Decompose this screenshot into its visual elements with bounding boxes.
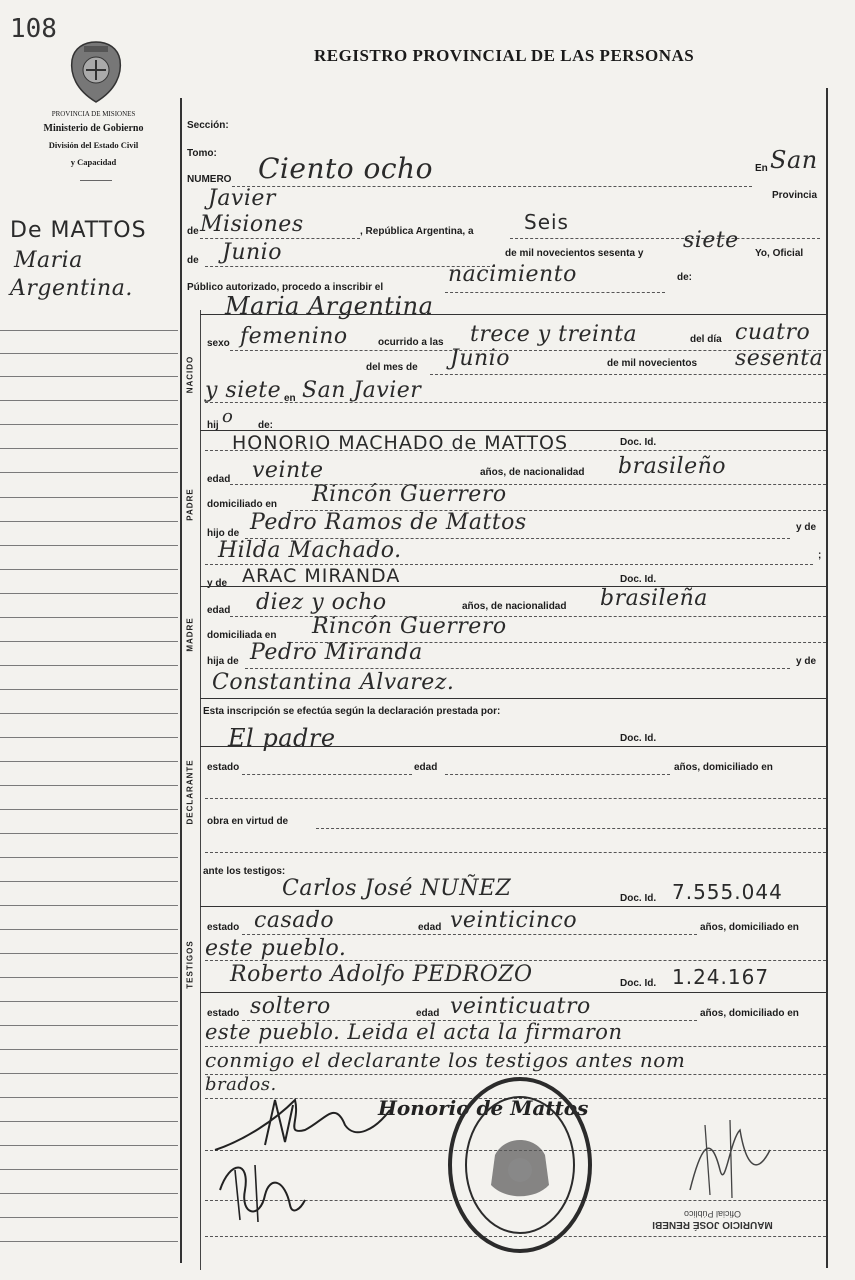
declarante-value: El padre <box>228 724 336 752</box>
testigo2-dom-label: años, domiciliado en <box>700 1008 799 1019</box>
en-label: En <box>755 163 768 174</box>
official-stamp-seal <box>445 1075 595 1255</box>
cierre-line-3: brados. <box>205 1074 277 1095</box>
madre-hija-de-value: Pedro Miranda <box>250 640 423 665</box>
padre-y-de-value: Hilda Machado. <box>218 538 402 563</box>
madre-side-label: MADRE <box>185 617 195 652</box>
testigo1-estado-label: estado <box>207 922 240 933</box>
testigo2-doc-label: Doc. Id. <box>620 978 657 989</box>
mil-nov-label: de mil novecientos <box>607 358 698 369</box>
madre-nombre-value: ARAC MIRANDA <box>242 565 401 587</box>
padre-nac-label: años, de nacionalidad <box>480 467 585 478</box>
padre-edad-value: veinte <box>252 458 324 483</box>
madre-nac-label: años, de nacionalidad <box>462 601 567 612</box>
en2-label: en <box>284 393 296 404</box>
de3-label: de: <box>258 420 273 431</box>
declarante-side-label: DECLARANTE <box>185 759 195 825</box>
cierre-line-1: este pueblo. Leida el acta la firmaron <box>205 1020 623 1044</box>
padre-y-de-label: y de <box>796 522 817 533</box>
mes-value: Junio <box>222 240 282 265</box>
testigo2-estado-value: soltero <box>250 994 331 1019</box>
testigo1-doc-label: Doc. Id. <box>620 893 657 904</box>
anio-nac-2-value: y siete <box>205 378 282 403</box>
testigo2-nombre-value: Roberto Adolfo PEDROZO <box>230 962 533 987</box>
right-border <box>826 88 828 1268</box>
provincia-label: Provincia <box>772 190 818 201</box>
en-value: San <box>770 146 818 174</box>
province-name: PROVINCIA DE MISIONES <box>51 110 136 118</box>
testigo1-dom-value: este pueblo. <box>205 936 347 961</box>
padre-hijo-de-label: hijo de <box>207 528 240 539</box>
nombre-value: Maria Argentina <box>225 292 434 320</box>
anio-value: siete <box>683 228 739 253</box>
margin-name-2: Argentina. <box>10 276 133 301</box>
de-colon-label: de: <box>677 272 692 283</box>
madre-edad-label: edad <box>207 605 231 616</box>
republica-label: , República Argentina, a <box>360 226 474 237</box>
margin-name-1: Maria <box>14 248 83 273</box>
document-title: REGISTRO PROVINCIAL DE LAS PERSONAS <box>314 46 695 65</box>
acto-value: nacimiento <box>448 262 577 287</box>
section-inner-border <box>200 310 201 1270</box>
padre-hijo-de-value: Pedro Ramos de Mattos <box>250 510 527 535</box>
division-line-2: y Capacidad <box>70 157 117 167</box>
testigo1-nombre-value: Carlos José NUÑEZ <box>282 876 512 901</box>
signature-scribble-2 <box>210 1150 310 1230</box>
hijo-suffix-value: o <box>222 406 234 427</box>
dia-nac-value: cuatro <box>735 320 811 345</box>
declaracion-label: Esta inscripción se efectúa según la declaración prestada por: <box>203 706 501 717</box>
ministry-name: Ministerio de Gobierno <box>43 123 144 134</box>
obra-label: obra en virtud de <box>207 816 289 827</box>
father-signature: Honorio de Mattos <box>378 1096 589 1120</box>
padre-dom-value: Rincón Guerrero <box>312 482 507 507</box>
del-mes-label: del mes de <box>366 362 418 373</box>
madre-y-de-value: Constantina Alvarez. <box>212 670 455 695</box>
publico-label: Público autorizado, procedo a inscribir el <box>187 282 384 293</box>
lugar-nac-value: San Javier <box>302 378 422 403</box>
nacido-side-label: NACIDO <box>185 355 195 394</box>
de-label: de <box>187 226 199 237</box>
madre-y-de2-label: y de <box>796 656 817 667</box>
testigo2-edad-label: edad <box>416 1008 440 1019</box>
anio-nac-1-value: sesenta <box>735 346 824 371</box>
seccion-label: Sección: <box>187 120 229 131</box>
testigo2-doc-value: 1.24.167 <box>672 965 770 989</box>
yo-oficial-label: Yo, Oficial <box>755 248 804 259</box>
de2-label: de <box>187 255 199 266</box>
declarante-doc-label: Doc. Id. <box>620 733 657 744</box>
dia-letras-value: Seis <box>524 210 569 234</box>
padre-edad-label: edad <box>207 474 231 485</box>
testigo2-edad-value: veinticuatro <box>450 994 591 1019</box>
tomo-label: Tomo: <box>187 148 217 159</box>
sexo-label: sexo <box>207 338 230 349</box>
testigo1-doc-value: 7.555.044 <box>672 880 783 904</box>
padre-nac-value: brasileño <box>618 454 727 479</box>
ante-testigos-label: ante los testigos: <box>203 866 286 877</box>
province-seal-icon <box>68 40 124 106</box>
madre-dom-value: Rincón Guerrero <box>312 614 507 639</box>
padre-side-label: PADRE <box>185 488 195 521</box>
padre-nombre-value: HONORIO MACHADO de MATTOS <box>232 432 569 454</box>
hora-value: trece y treinta <box>470 322 638 347</box>
division-line-1: División del Estado Civil <box>48 140 139 150</box>
declarante-estado-label: estado <box>207 762 240 773</box>
sexo-value: femenino <box>240 324 348 349</box>
localidad-line-2: Misiones <box>200 212 304 237</box>
mes-nac-value: Junio <box>450 346 510 371</box>
margin-surname: De MATTOS <box>10 218 147 243</box>
madre-nac-value: brasileña <box>600 586 708 611</box>
madre-edad-value: diez y ocho <box>256 590 387 615</box>
numero-value: Ciento ocho <box>258 152 433 185</box>
padre-dom-label: domiciliado en <box>207 499 278 510</box>
padre-doc-label: Doc. Id. <box>620 437 657 448</box>
header-divider <box>80 180 112 181</box>
testigo1-edad-value: veinticinco <box>450 908 578 933</box>
sesenta-label: de mil novecientos sesenta y <box>505 248 644 259</box>
testigo1-dom-label: años, domiciliado en <box>700 922 799 933</box>
officer-signature-scribble <box>670 1110 790 1200</box>
folio-number: 108 <box>10 14 57 44</box>
testigo1-estado-value: casado <box>254 908 335 933</box>
left-border <box>180 98 182 1263</box>
numero-label: NUMERO <box>187 174 232 185</box>
testigo1-edad-label: edad <box>418 922 442 933</box>
declarante-edad-label: edad <box>414 762 438 773</box>
declarante-dom-label: años, domiciliado en <box>674 762 773 773</box>
madre-doc-label: Doc. Id. <box>620 574 657 585</box>
testigos-side-label: TESTIGOS <box>185 940 195 989</box>
madre-hija-de-label: hija de <box>207 656 239 667</box>
officer-stamp-name: MAURICIO JOSÉ RENEBI <box>652 1219 773 1230</box>
punto-coma: ; <box>818 550 822 561</box>
signature-scribble-1 <box>205 1080 395 1160</box>
hij-label: hij <box>207 420 219 431</box>
cierre-line-2: conmigo el declarante los testigos antes nom <box>205 1048 686 1072</box>
madre-y-de-label: y de <box>207 578 228 589</box>
ocurrido-label: ocurrido a las <box>378 337 444 348</box>
localidad-line-1: Javier <box>208 186 276 211</box>
del-dia-label: del día <box>690 334 722 345</box>
officer-stamp-role: Oficial Público <box>683 1209 742 1219</box>
testigo2-estado-label: estado <box>207 1008 240 1019</box>
madre-dom-label: domiciliada en <box>207 630 277 641</box>
